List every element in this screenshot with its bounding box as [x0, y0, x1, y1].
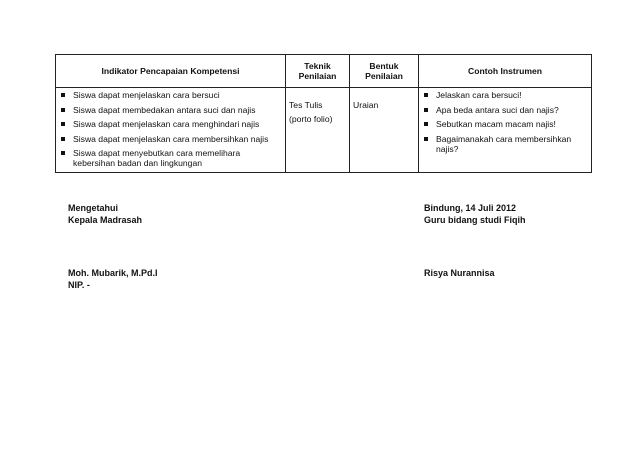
contoh-cell [419, 88, 592, 173]
list-item: Bagaimanakah cara membersihkan najis? [422, 134, 588, 154]
signature-left-line2: Kepala Madrasah [68, 214, 143, 225]
header-teknik [286, 55, 350, 88]
signature-right-line1: Bindung, 14 Juli 2012 [424, 203, 517, 213]
teknik-cell [286, 88, 350, 173]
list-item: Apa beda antara suci dan najis? [422, 105, 588, 115]
list-item: Siswa dapat menjelaskan cara membersihkan najis [59, 134, 282, 144]
signature-left-header [68, 203, 142, 227]
list-item: Siswa dapat membedakan antara suci dan najis [59, 105, 282, 115]
header-indikator: Indikator Pencapaian Kompetensi [56, 55, 286, 88]
signature-left-footer [68, 268, 158, 292]
signature-left-nip: NIP. - [68, 279, 90, 290]
header-teknik-line1: Teknik [304, 60, 331, 71]
signature-right-name: Risya Nurannisa [424, 268, 495, 278]
signature-right-footer [424, 268, 495, 280]
signature-left-name: Moh. Mubarik, M.Pd.I [68, 268, 158, 278]
list-item: Sebutkan macam macam najis! [422, 119, 588, 129]
teknik-value-line2: (porto folio) [289, 114, 333, 125]
header-bentuk-line2: Penilaian [365, 71, 403, 81]
header-bentuk [350, 55, 419, 88]
list-item: Siswa dapat menjelaskan cara menghindari najis [59, 119, 282, 129]
indikator-cell [56, 88, 286, 173]
signature-right-header [424, 203, 526, 227]
signature-left-line1: Mengetahui [68, 203, 119, 213]
list-item: Jelaskan cara bersuci! [422, 90, 588, 100]
table-header-row [56, 55, 592, 88]
list-item: Siswa dapat menyebutkan cara memelihara kebersihan badan dan lingkungan [59, 148, 282, 168]
list-item: Siswa dapat menjelaskan cara bersuci [59, 90, 282, 100]
table-row [56, 88, 592, 173]
header-bentuk-line1: Bentuk [369, 60, 399, 71]
assessment-table [55, 54, 592, 173]
indikator-list [59, 90, 282, 168]
signature-right-line2: Guru bidang studi Fiqih [424, 214, 526, 225]
teknik-value-line1: Tes Tulis [289, 100, 323, 110]
bentuk-value: Uraian [353, 100, 379, 110]
contoh-list [422, 90, 588, 154]
header-teknik-line2: Penilaian [298, 71, 337, 81]
header-contoh: Contoh Instrumen [419, 55, 592, 88]
bentuk-cell [350, 88, 419, 173]
